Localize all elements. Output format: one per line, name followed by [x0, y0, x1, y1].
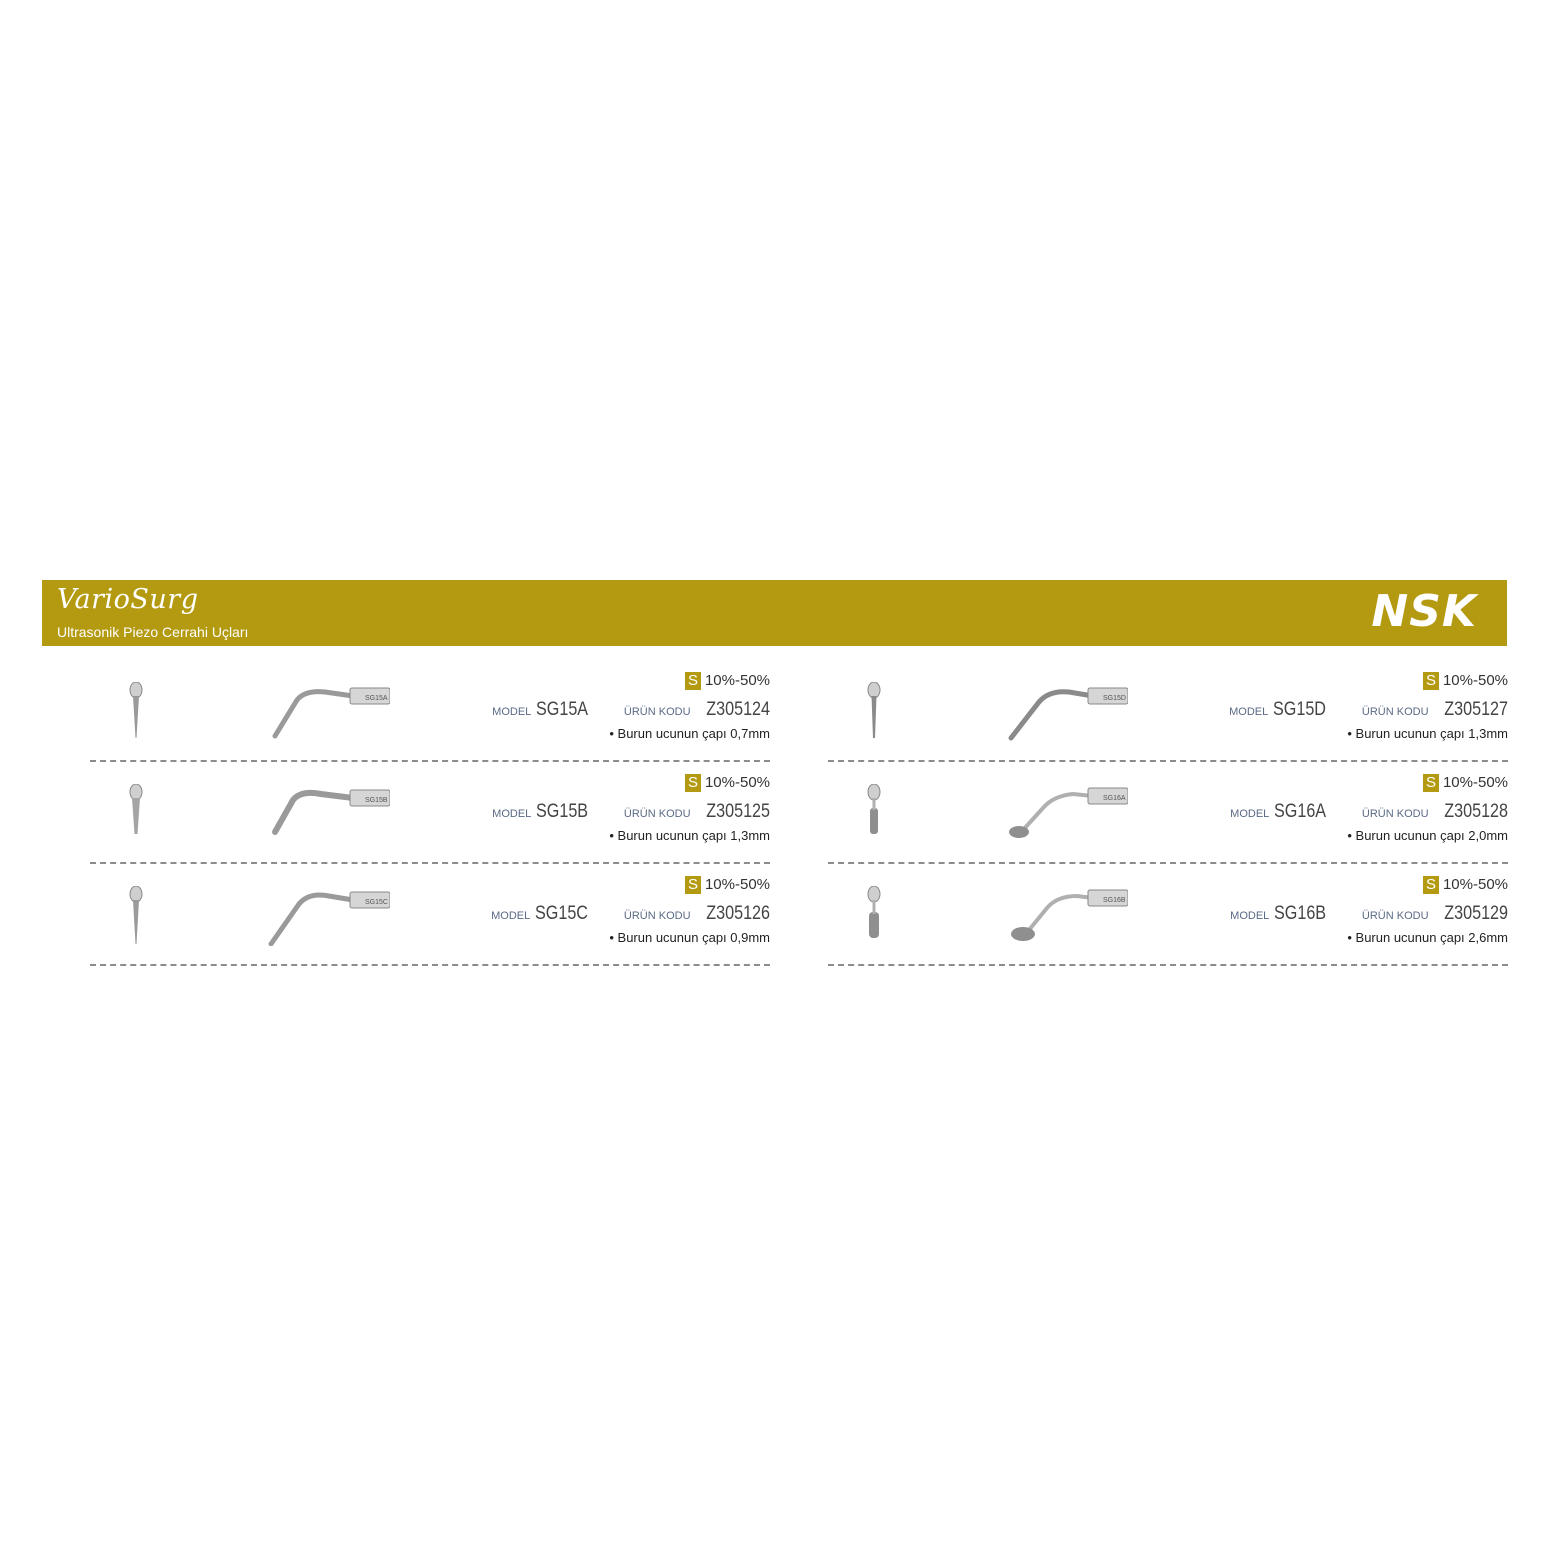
tip-front-icon	[128, 784, 144, 842]
product-info	[492, 672, 770, 740]
power-badge: S	[685, 672, 701, 690]
header-banner	[42, 580, 1507, 646]
svg-text:SG15C: SG15C	[365, 899, 388, 906]
model-number: SG15C	[534, 903, 588, 924]
model-number: SG16A	[1273, 801, 1326, 822]
page-subtitle: Ultrasonik Piezo Cerrahi Uçları	[57, 624, 249, 640]
product-info	[1229, 672, 1508, 740]
model-label: MODEL	[1230, 910, 1270, 922]
model-number: SG16B	[1273, 903, 1326, 924]
product-code: Z305125	[706, 801, 770, 822]
product-code-label: ÜRÜN KODU	[1361, 706, 1429, 718]
power-badge: S	[685, 774, 701, 792]
product-code: Z305126	[706, 903, 770, 924]
tip-front-icon	[866, 886, 882, 944]
product-code-label: ÜRÜN KODU	[1361, 910, 1429, 922]
product-item	[90, 762, 770, 864]
model-label: MODEL	[492, 808, 532, 820]
svg-text:SG15A: SG15A	[365, 695, 388, 702]
tip-side-icon	[1003, 882, 1128, 946]
model-number: SG15B	[535, 801, 588, 822]
model-label: MODEL	[1230, 808, 1270, 820]
brand-name: VarioSurg	[57, 584, 199, 615]
tip-front-icon	[866, 784, 882, 842]
tip-diameter-note: • Burun ucunun çapı 0,7mm	[609, 726, 770, 741]
svg-text:SG15D: SG15D	[1103, 695, 1126, 702]
tip-diameter-note: • Burun ucunun çapı 2,6mm	[1347, 930, 1508, 945]
product-code-label: ÜRÜN KODU	[1361, 808, 1429, 820]
product-column-right	[828, 660, 1508, 966]
product-item	[828, 660, 1508, 762]
model-number: SG15A	[535, 699, 588, 720]
product-code-label: ÜRÜN KODU	[623, 910, 691, 922]
power-range: 10%-50%	[1442, 774, 1508, 791]
tip-front-icon	[866, 682, 882, 740]
power-badge: S	[1423, 672, 1439, 690]
svg-text:SG16B: SG16B	[1103, 897, 1126, 904]
tip-diameter-note: • Burun ucunun çapı 1,3mm	[609, 828, 770, 843]
product-item	[90, 864, 770, 966]
product-code: Z305124	[706, 699, 770, 720]
product-info	[1230, 774, 1508, 842]
model-number: SG15D	[1272, 699, 1326, 720]
tip-diameter-note: • Burun ucunun çapı 1,3mm	[1347, 726, 1508, 741]
product-item	[828, 762, 1508, 864]
product-code: Z305127	[1444, 699, 1508, 720]
product-column-left	[90, 660, 770, 966]
model-label: MODEL	[491, 910, 531, 922]
power-range: 10%-50%	[1442, 876, 1508, 893]
power-range: 10%-50%	[704, 876, 770, 893]
tip-diameter-note: • Burun ucunun çapı 0,9mm	[609, 930, 770, 945]
product-info	[492, 774, 770, 842]
product-code-label: ÜRÜN KODU	[623, 808, 691, 820]
tip-side-icon	[265, 678, 390, 742]
power-badge: S	[1423, 876, 1439, 894]
tip-front-icon	[128, 682, 144, 740]
tip-diameter-note: • Burun ucunun çapı 2,0mm	[1347, 828, 1508, 843]
product-code: Z305128	[1444, 801, 1508, 822]
product-code-label: ÜRÜN KODU	[623, 706, 691, 718]
nsk-logo: NSK	[1371, 586, 1477, 637]
svg-text:SG15B: SG15B	[365, 797, 388, 804]
svg-text:SG16A: SG16A	[1103, 795, 1126, 802]
tip-front-icon	[128, 886, 144, 944]
tip-side-icon	[265, 780, 390, 844]
power-range: 10%-50%	[1442, 672, 1508, 689]
model-label: MODEL	[492, 706, 532, 718]
power-badge: S	[685, 876, 701, 894]
tip-side-icon	[1003, 678, 1128, 742]
power-range: 10%-50%	[704, 672, 770, 689]
tip-side-icon	[1003, 780, 1128, 844]
product-code: Z305129	[1444, 903, 1508, 924]
product-item	[90, 660, 770, 762]
power-range: 10%-50%	[704, 774, 770, 791]
product-info	[1230, 876, 1508, 944]
product-info	[491, 876, 770, 944]
tip-side-icon	[265, 882, 390, 946]
model-label: MODEL	[1229, 706, 1269, 718]
product-item	[828, 864, 1508, 966]
power-badge: S	[1423, 774, 1439, 792]
